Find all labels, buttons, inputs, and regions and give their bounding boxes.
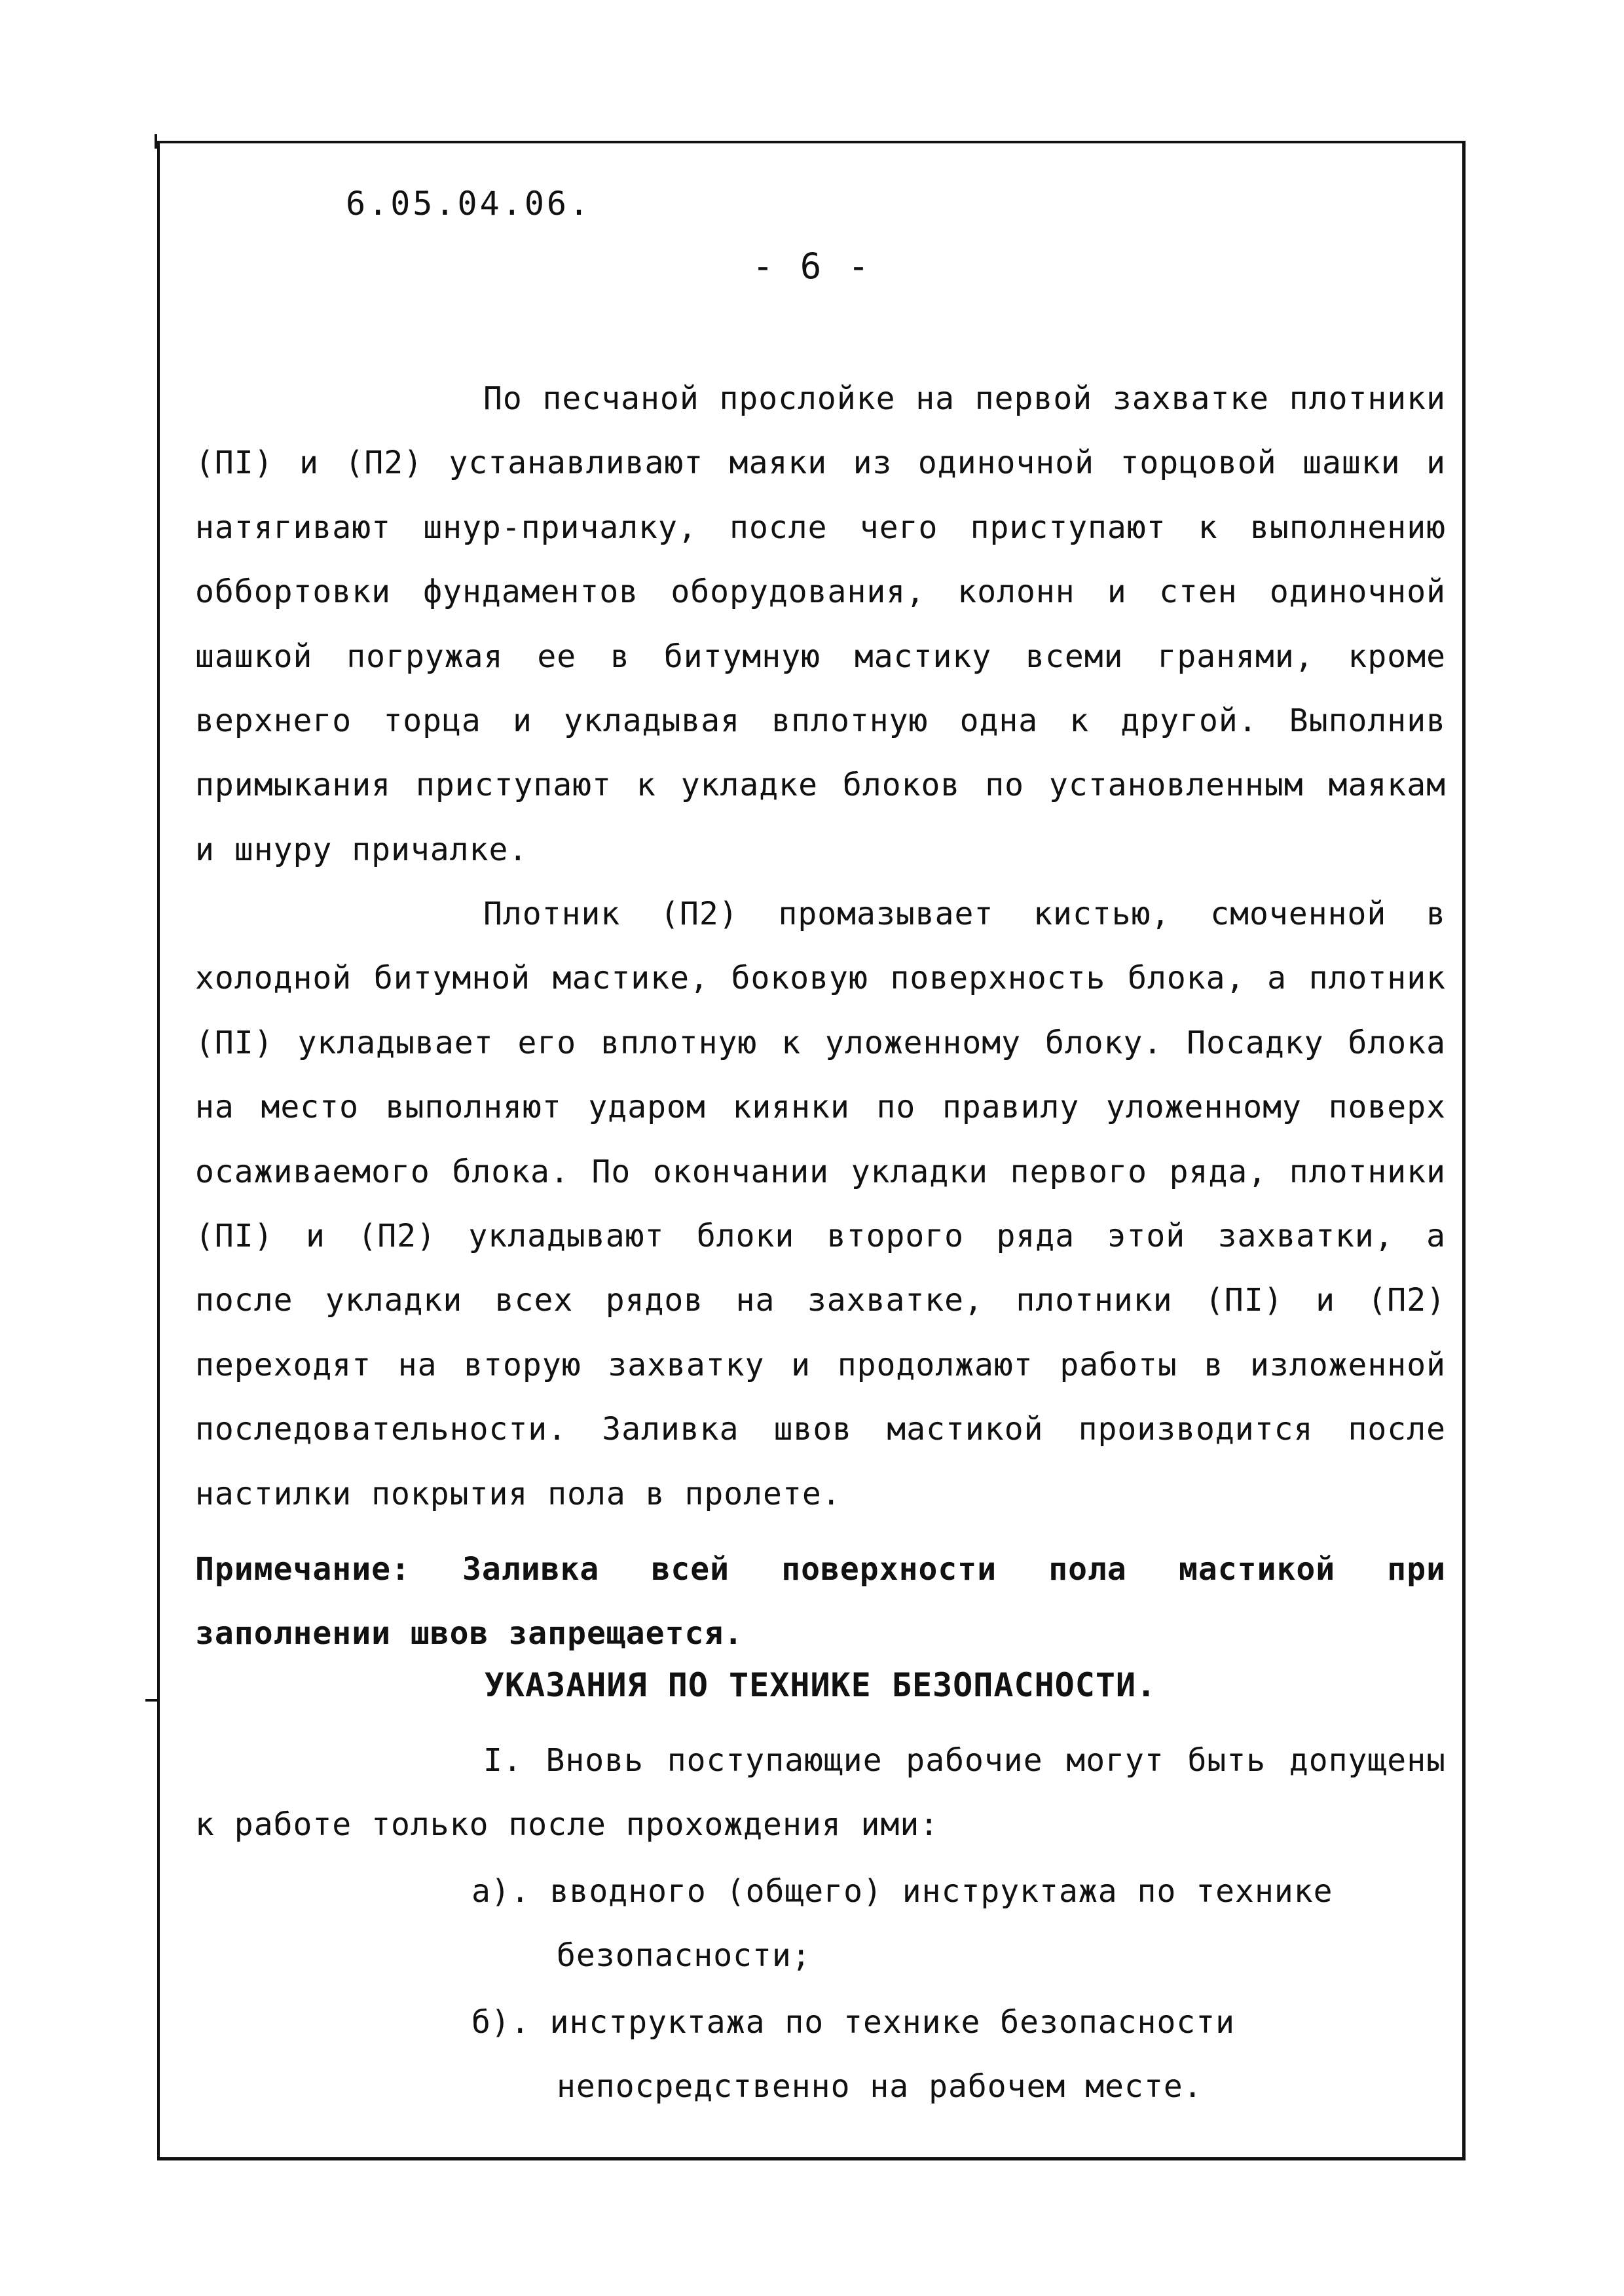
margin-tick-mark <box>145 1699 160 1702</box>
paragraph-installation: По песчаной прослойке на первой захватке плотники (ПI) и (П2) устанавливают маяки из одиночной торцовой шашки и натягивают шнур-причалку, после чего приступают к выполнению оббортовки фундаментов оборудования, колонн и стен одиночной шашкой погружая ее в битумную мастику всеми гранями, кроме верхнего торца и укладывая вплотную одна к другой. Выполнив примыкания приступают к укладке блоков по установленным маякам и шнуру причалке. <box>195 380 1446 868</box>
page-number: - 6 - <box>752 246 872 287</box>
document-code: 6.05.04.06. <box>346 185 592 223</box>
note-paragraph: Примечание: Заливка всей поверхности пола мастикой при заполнении швов запрещается. <box>195 1551 1446 1652</box>
safety-sub-item-b: б). инструктажа по технике безопасности непосредственно на рабочем месте. <box>471 2004 1236 2105</box>
border-corner-tick <box>155 134 157 149</box>
safety-heading: УКАЗАНИЯ ПО ТЕХНИКЕ БЕЗОПАСНОСТИ. <box>484 1666 1157 1704</box>
safety-sub-item-a: а). вводного (общего) инструктажа по технике безопасности; <box>471 1873 1333 1975</box>
paragraph-block-laying: Плотник (П2) промазывает кистью, смоченной в холодной битумной мастике, боковую поверхность блока, а плотник (ПI) укладывает его вплотную к уложенному блоку. Посадку блока на место выполняют ударом киянки по правилу уложенному поверх осаживаемого блока. По окончании укладки первого ряда, плотники (ПI) и (П2) укладывают блоки второго ряда этой захватки, а после укладки всех рядов на захватке, плотники (ПI) и (П2) переходят на вторую захватку и продолжают работы в изложенной последовательности. Заливка швов мастикой производится после настилки покрытия пола в пролете. <box>195 896 1446 1512</box>
safety-item-1: I. Вновь поступающие рабочие могут быть допущены к работе только после прохождения ими: <box>195 1742 1446 1844</box>
